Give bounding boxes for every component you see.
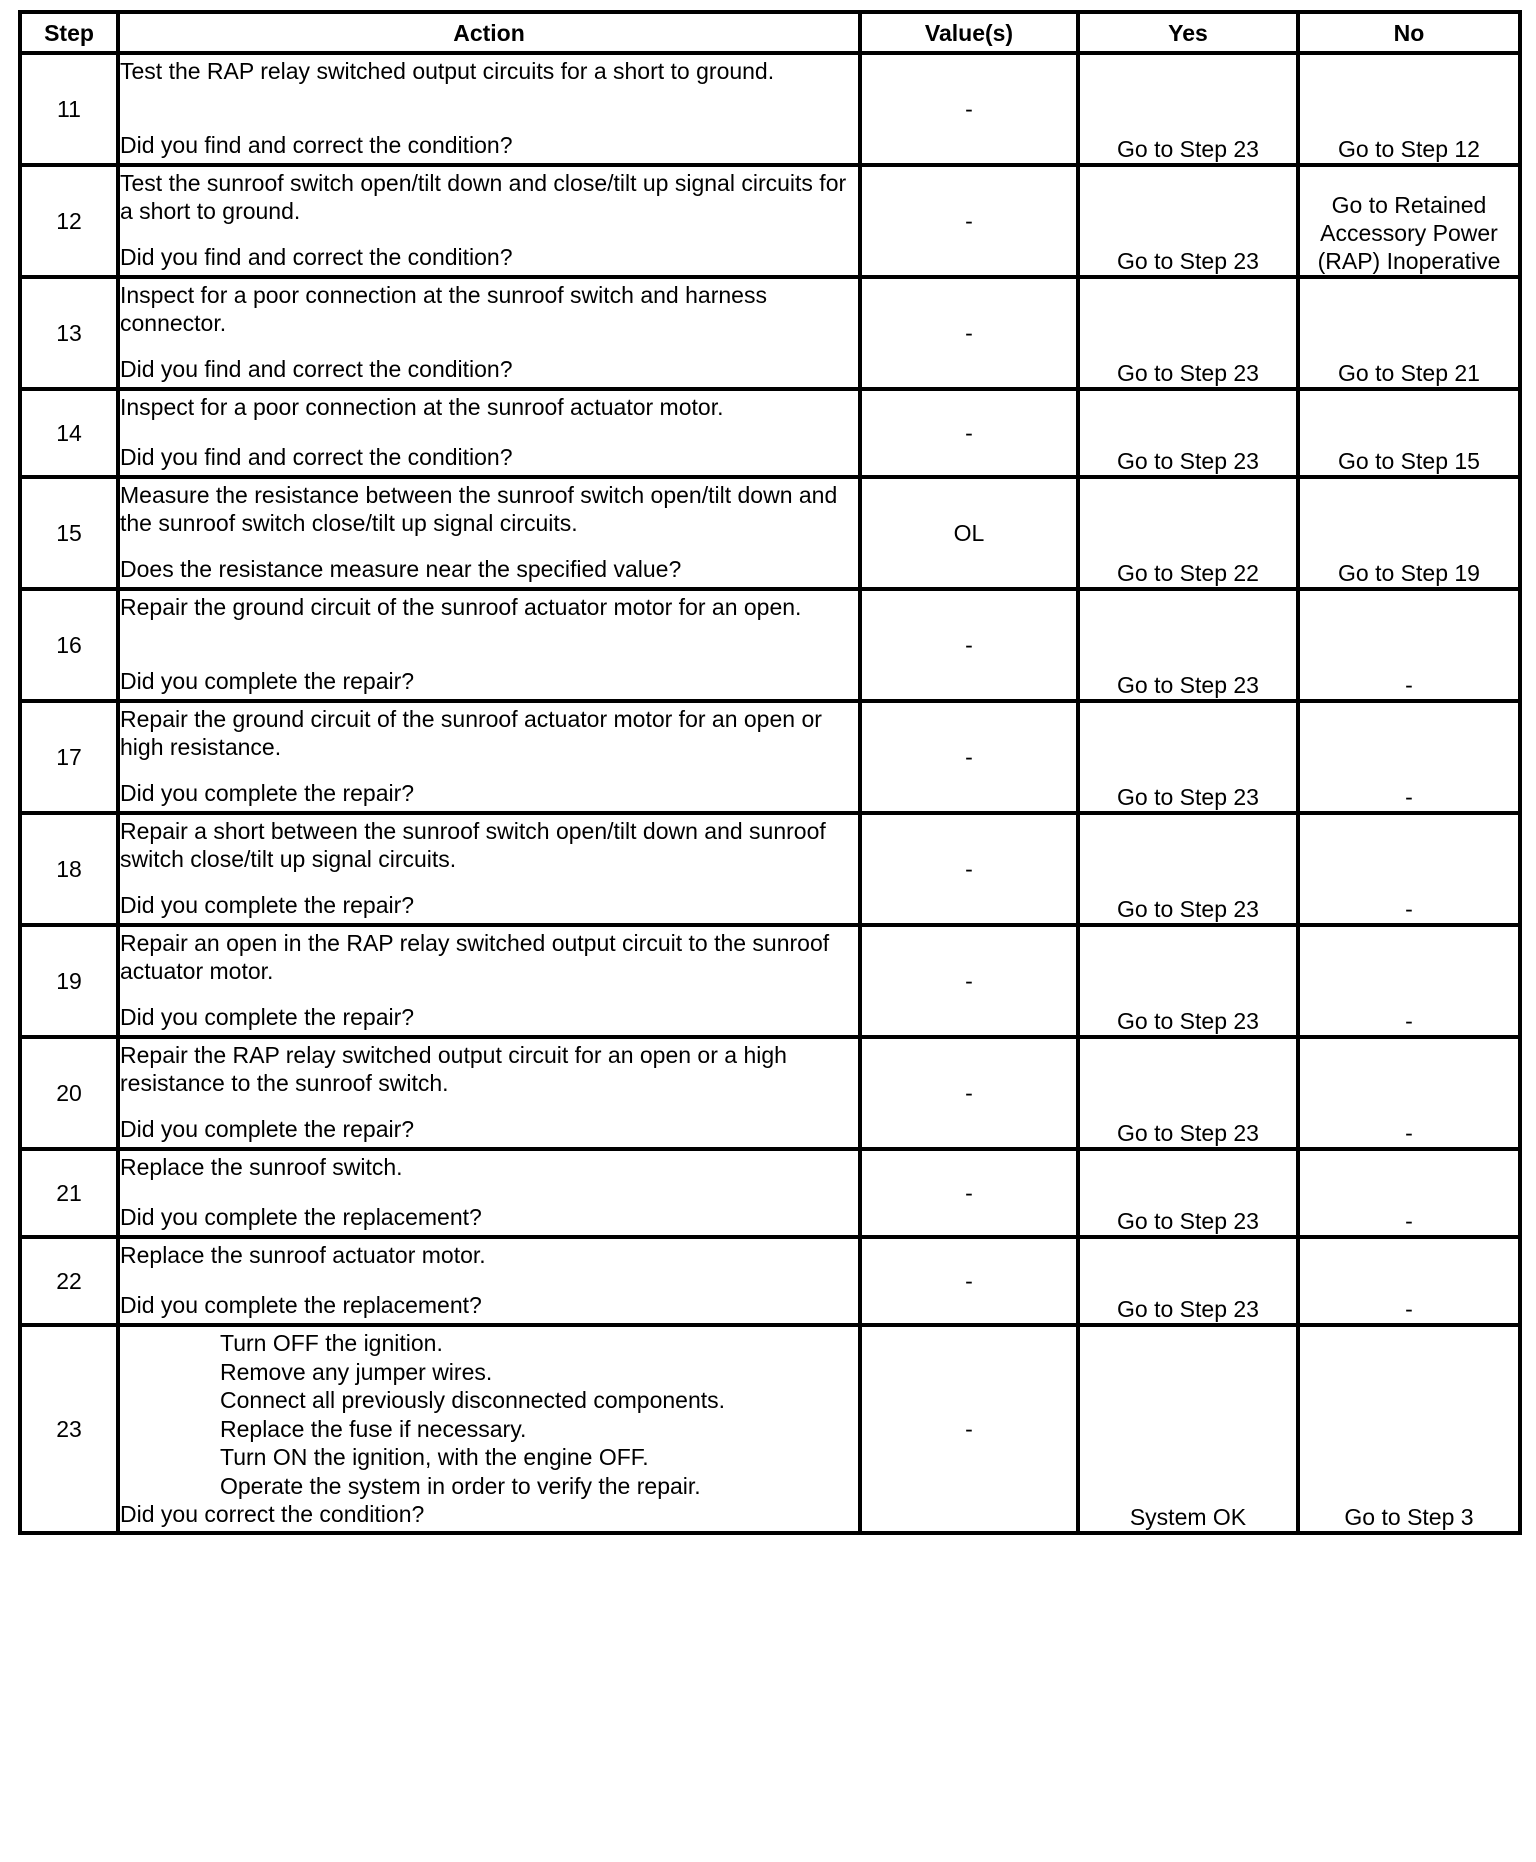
checklist-item: Turn ON the ignition, with the engine OFF. [220, 1444, 649, 1470]
yes-result: Go to Step 23 [1078, 1237, 1298, 1325]
action-question: Did you complete the replacement? [120, 1204, 482, 1230]
no-result: Go to Step 12 [1298, 53, 1520, 165]
yes-result: Go to Step 23 [1078, 701, 1298, 813]
action-question: Did you complete the replacement? [120, 1292, 482, 1318]
action-cell [118, 1149, 860, 1237]
step-number: 22 [20, 1237, 118, 1325]
step-number: 18 [20, 813, 118, 925]
value-cell: - [860, 53, 1078, 165]
action-cell [118, 1237, 860, 1325]
action-checklist [120, 1329, 858, 1500]
action-content [120, 593, 858, 697]
action-instruction: Inspect for a poor connection at the sunroof actuator motor. [120, 394, 724, 420]
yes-result: Go to Step 23 [1078, 925, 1298, 1037]
table-row-final [20, 1325, 1520, 1533]
no-result: - [1298, 1149, 1520, 1237]
checklist-item: Turn OFF the ignition. [220, 1330, 443, 1356]
header-no: No [1298, 12, 1520, 53]
no-result: - [1298, 1037, 1520, 1149]
table-row [20, 813, 1520, 925]
checklist-item: Connect all previously disconnected components. [220, 1387, 726, 1413]
yes-result: Go to Step 23 [1078, 389, 1298, 477]
yes-result: Go to Step 23 [1078, 53, 1298, 165]
action-instruction: Repair the RAP relay switched output circuit for an open or a high resistance to the sunroof switch. [120, 1042, 787, 1096]
action-question: Did you find and correct the condition? [120, 444, 513, 470]
action-cell [118, 589, 860, 701]
action-question: Did you complete the repair? [120, 892, 415, 918]
no-result: Go to Step 21 [1298, 277, 1520, 389]
action-content [120, 705, 858, 809]
step-number: 11 [20, 53, 118, 165]
table-row [20, 589, 1520, 701]
step-number: 13 [20, 277, 118, 389]
header-row [20, 12, 1520, 53]
step-number: 15 [20, 477, 118, 589]
yes-result: Go to Step 23 [1078, 1149, 1298, 1237]
action-content [120, 393, 858, 473]
action-instruction: Inspect for a poor connection at the sunroof switch and harness connector. [120, 282, 767, 336]
action-instruction: Measure the resistance between the sunroof switch open/tilt down and the sunroof switch close/tilt up signal circuits. [120, 482, 838, 536]
value-cell: - [860, 813, 1078, 925]
yes-result: System OK [1078, 1325, 1298, 1533]
header-action: Action [118, 12, 860, 53]
value-cell: - [860, 389, 1078, 477]
action-content [120, 817, 858, 921]
step-number: 12 [20, 165, 118, 277]
table-row [20, 53, 1520, 165]
action-content [120, 481, 858, 585]
action-content [120, 929, 858, 1033]
yes-result: Go to Step 23 [1078, 277, 1298, 389]
table-row [20, 925, 1520, 1037]
step-number: 19 [20, 925, 118, 1037]
no-result: Go to Step 3 [1298, 1325, 1520, 1533]
yes-result: Go to Step 23 [1078, 589, 1298, 701]
checklist-item: Replace the fuse if necessary. [220, 1415, 527, 1442]
action-instruction: Test the sunroof switch open/tilt down and close/tilt up signal circuits for a short to ground. [120, 170, 847, 224]
header-values: Value(s) [860, 12, 1078, 53]
action-cell [118, 813, 860, 925]
action-cell [118, 165, 860, 277]
no-result: Go to Retained Accessory Power (RAP) Inoperative [1298, 165, 1520, 277]
action-question: Did you find and correct the condition? [120, 132, 513, 158]
action-instruction: Replace the sunroof actuator motor. [120, 1242, 486, 1268]
no-result: Go to Step 15 [1298, 389, 1520, 477]
checklist-item: Remove any jumper wires. [220, 1358, 493, 1385]
action-content [120, 1153, 858, 1233]
value-cell: - [860, 925, 1078, 1037]
yes-result: Go to Step 23 [1078, 165, 1298, 277]
table-row [20, 165, 1520, 277]
table-row [20, 389, 1520, 477]
action-instruction: Test the RAP relay switched output circuits for a short to ground. [120, 58, 775, 84]
value-cell: - [860, 701, 1078, 813]
table-row [20, 1149, 1520, 1237]
action-cell [118, 389, 860, 477]
action-content [120, 1329, 858, 1529]
value-cell: - [860, 1037, 1078, 1149]
action-cell [118, 1037, 860, 1149]
yes-result: Go to Step 23 [1078, 1037, 1298, 1149]
action-question: Did you find and correct the condition? [120, 244, 513, 270]
action-cell [118, 1325, 860, 1533]
action-content [120, 1241, 858, 1321]
checklist-item: Operate the system in order to verify the repair. [220, 1472, 701, 1499]
action-instruction: Repair the ground circuit of the sunroof actuator motor for an open. [120, 594, 802, 620]
action-question: Did you complete the repair? [120, 1116, 415, 1142]
no-result: - [1298, 925, 1520, 1037]
action-question: Did you complete the repair? [120, 1004, 415, 1030]
table-row [20, 277, 1520, 389]
no-result: - [1298, 1237, 1520, 1325]
action-content [120, 57, 858, 161]
step-number: 23 [20, 1325, 118, 1533]
step-number: 16 [20, 589, 118, 701]
action-cell [118, 277, 860, 389]
action-content [120, 169, 858, 273]
value-cell: - [860, 277, 1078, 389]
action-instruction: Repair a short between the sunroof switch open/tilt down and sunroof switch close/tilt up signal circuits. [120, 818, 826, 872]
diagnostic-table [18, 10, 1522, 1535]
value-cell: - [860, 589, 1078, 701]
no-result: - [1298, 589, 1520, 701]
no-result: Go to Step 19 [1298, 477, 1520, 589]
action-instruction: Replace the sunroof switch. [120, 1154, 403, 1180]
no-result: - [1298, 813, 1520, 925]
action-cell [118, 701, 860, 813]
header-yes: Yes [1078, 12, 1298, 53]
step-number: 17 [20, 701, 118, 813]
table-row [20, 477, 1520, 589]
action-cell [118, 925, 860, 1037]
action-cell [118, 53, 860, 165]
yes-result: Go to Step 23 [1078, 813, 1298, 925]
table-row [20, 1037, 1520, 1149]
no-result: - [1298, 701, 1520, 813]
action-question: Did you find and correct the condition? [120, 356, 513, 382]
action-content [120, 281, 858, 385]
action-instruction: Repair an open in the RAP relay switched output circuit to the sunroof actuator motor. [120, 930, 830, 984]
value-cell: - [860, 1325, 1078, 1533]
action-cell [118, 477, 860, 589]
action-question: Did you complete the repair? [120, 668, 415, 694]
value-cell: - [860, 1237, 1078, 1325]
value-cell: OL [860, 477, 1078, 589]
value-cell: - [860, 165, 1078, 277]
header-step: Step [20, 12, 118, 53]
action-question: Does the resistance measure near the specified value? [120, 556, 682, 582]
step-number: 21 [20, 1149, 118, 1237]
yes-result: Go to Step 22 [1078, 477, 1298, 589]
action-question: Did you complete the repair? [120, 780, 415, 806]
action-content [120, 1041, 858, 1145]
table-row [20, 1237, 1520, 1325]
table-row [20, 701, 1520, 813]
step-number: 14 [20, 389, 118, 477]
action-instruction: Repair the ground circuit of the sunroof actuator motor for an open or high resistance. [120, 706, 822, 760]
action-question: Did you correct the condition? [120, 1501, 425, 1527]
value-cell: - [860, 1149, 1078, 1237]
step-number: 20 [20, 1037, 118, 1149]
